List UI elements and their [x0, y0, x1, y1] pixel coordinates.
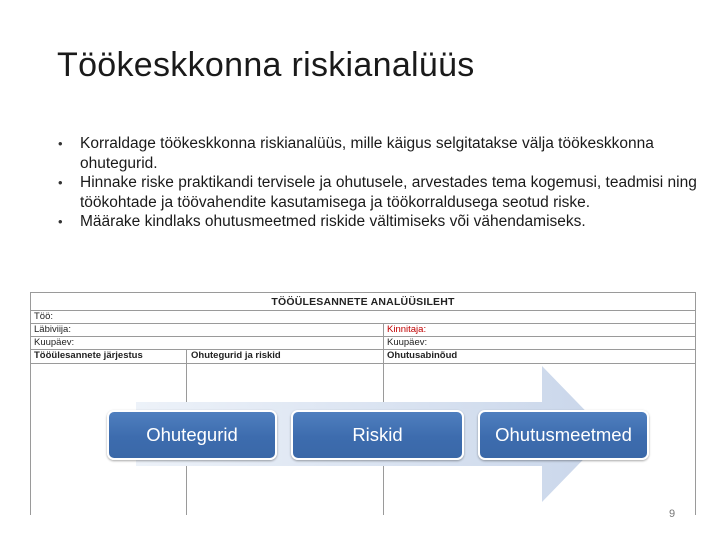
bullet-item — [58, 134, 698, 173]
process-step-ohutegurid — [107, 410, 277, 460]
worksheet-divider — [31, 310, 695, 311]
worksheet-divider — [31, 363, 695, 364]
bullet-text: Korraldage töökeskkonna riskianalüüs, mille käigus selgitatakse välja töökeskkonna ohutegurid. — [80, 135, 654, 172]
process-step-label: Ohutusmeetmed — [495, 424, 632, 445]
process-step-label: Riskid — [352, 424, 403, 445]
bullet-list — [58, 134, 698, 232]
worksheet-divider — [31, 336, 695, 337]
bullet-item — [58, 212, 698, 232]
process-step-ohutusmeetmed — [478, 410, 649, 460]
column-header-hazards: Ohutegurid ja riskid — [191, 350, 281, 361]
field-too: Töö: — [34, 311, 54, 322]
bullet-symbol: • — [58, 175, 63, 190]
column-header-measures: Ohutusabinõud — [387, 350, 458, 361]
process-step-label: Ohutegurid — [146, 424, 238, 445]
column-header-sequence: Tööülesannete järjestus — [34, 350, 143, 361]
worksheet-divider — [31, 323, 695, 324]
worksheet-title: TÖÖÜLESANNETE ANALÜÜSILEHT — [271, 296, 455, 308]
field-labiviija: Läbiviija: — [34, 324, 71, 335]
field-kuupaev-right: Kuupäev: — [387, 337, 428, 348]
bullet-text: Määrake kindlaks ohutusmeetmed riskide vältimiseks või vähendamiseks. — [80, 213, 586, 230]
bullet-text: Hinnake riske praktikandi tervisele ja ohutusele, arvestades tema kogemusi, teadmisi ning töökohtade ja töövahendite kasutamisega ja töökorraldusega seotud riske. — [80, 174, 697, 211]
process-step-riskid — [291, 410, 464, 460]
page-number: 9 — [668, 508, 676, 520]
field-kinnitaja — [387, 324, 426, 335]
bullet-item — [58, 173, 698, 212]
field-kinnitaja-text: Kinnitaja: — [387, 324, 427, 335]
bullet-symbol: • — [58, 136, 63, 151]
bullet-symbol: • — [58, 214, 63, 229]
field-kuupaev-left: Kuupäev: — [34, 337, 75, 348]
slide-title: Töökeskkonna riskianalüüs — [57, 46, 475, 84]
